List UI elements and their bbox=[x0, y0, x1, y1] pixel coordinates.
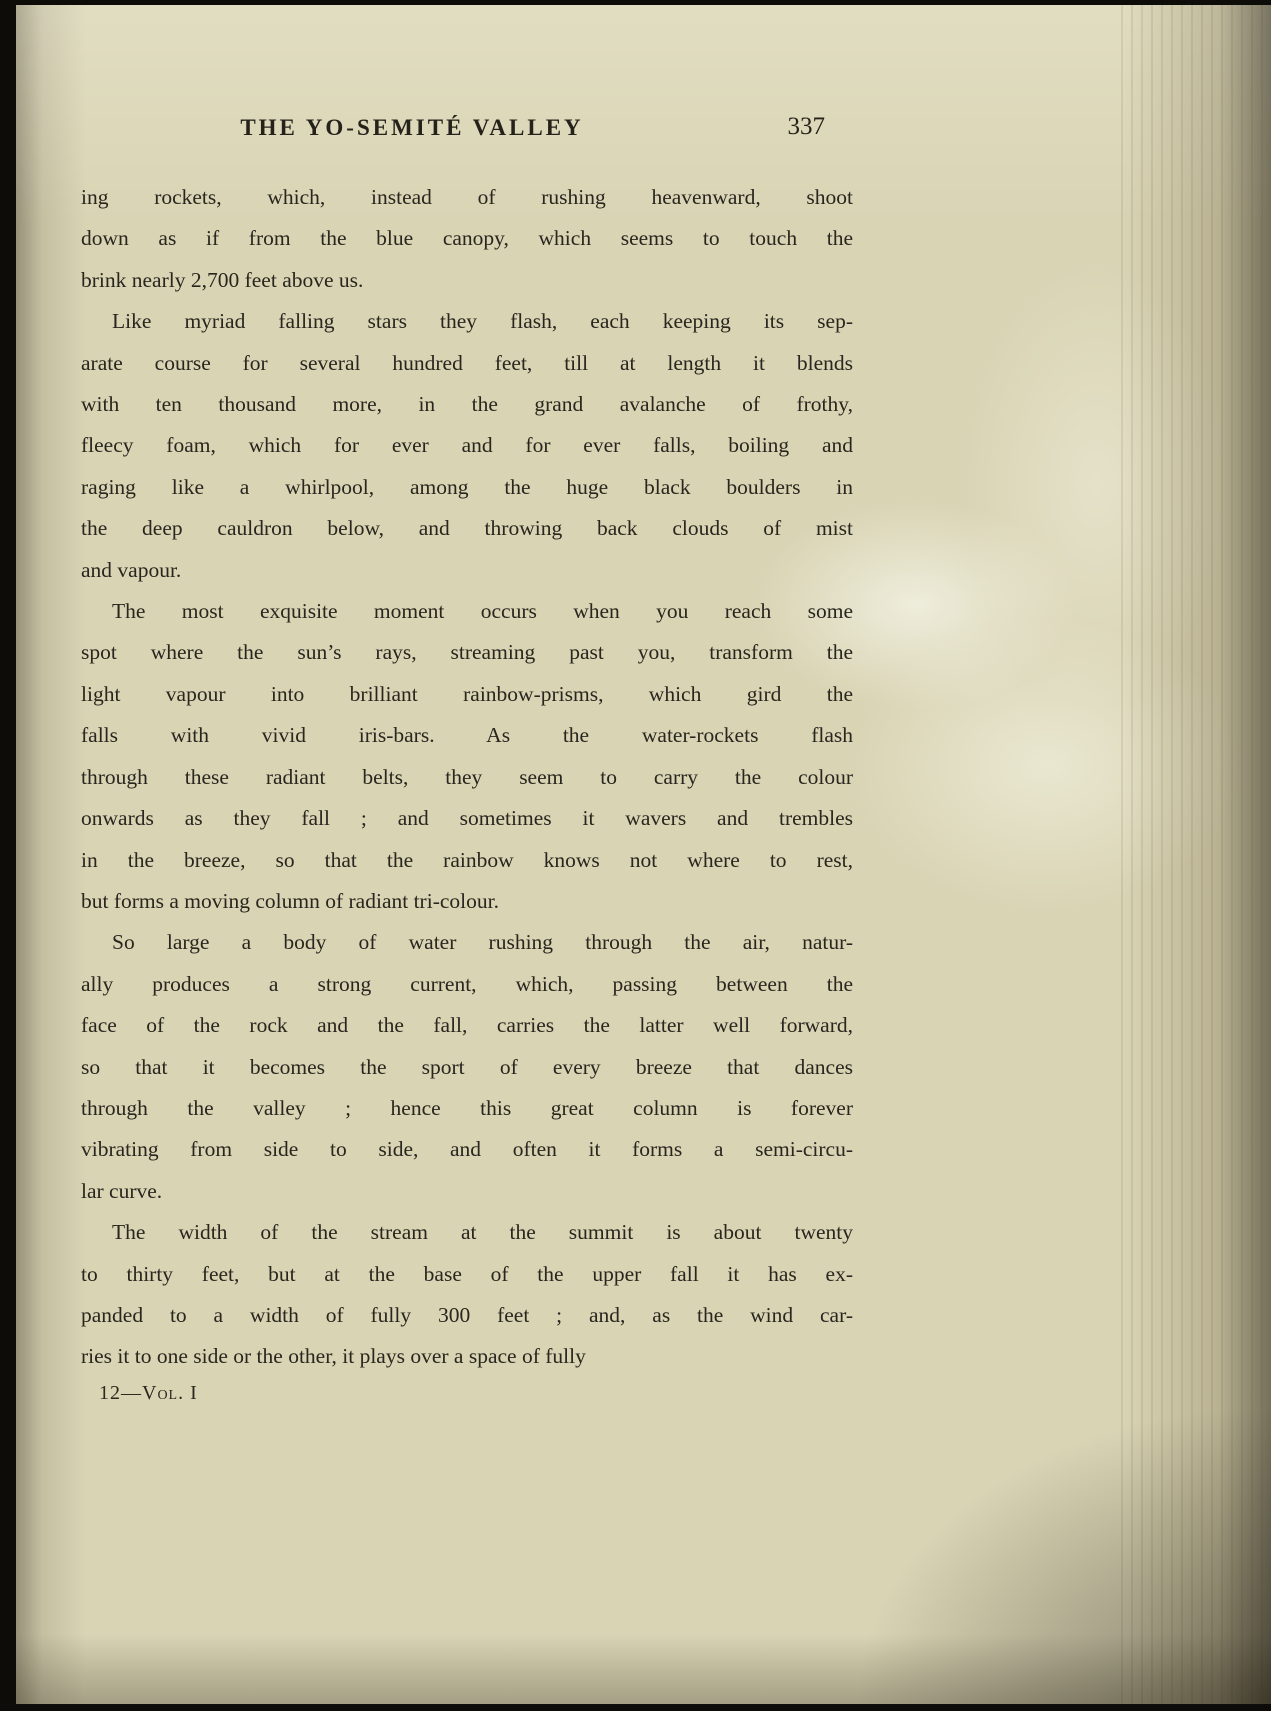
page-number: 337 bbox=[787, 113, 825, 140]
book-page bbox=[16, 5, 1271, 1704]
text-line: to thirty feet, but at the base of the upper fall it has ex- bbox=[81, 1261, 853, 1286]
text-line: the deep cauldron below, and throwing back clouds of mist bbox=[81, 516, 853, 541]
text-line: spot where the sun’s rays, streaming past you, transform the bbox=[81, 640, 853, 665]
text-line: and vapour. bbox=[81, 557, 182, 582]
text-line: fleecy foam, which for ever and for ever falls, boiling and bbox=[81, 433, 853, 458]
text-line: in the breeze, so that the rainbow knows not where to rest, bbox=[81, 847, 853, 872]
text-line: face of the rock and the fall, carries the latter well forward, bbox=[81, 1013, 853, 1038]
text-line: arate course for several hundred feet, till at length it blends bbox=[81, 350, 853, 375]
signature-mark: 12—Vol. I bbox=[99, 1381, 198, 1404]
text-line: onwards as they fall ; and sometimes it wavers and trembles bbox=[81, 806, 853, 831]
text-line: falls with vivid iris-bars. As the water-rockets flash bbox=[81, 723, 853, 748]
text-line: through these radiant belts, they seem to carry the colour bbox=[81, 764, 853, 789]
paragraph bbox=[81, 301, 853, 591]
text-line: but forms a moving column of radiant tri-colour. bbox=[81, 888, 499, 913]
text-line: vibrating from side to side, and often it forms a semi-circu- bbox=[81, 1137, 853, 1162]
running-title: THE YO-SEMITÉ VALLEY bbox=[240, 115, 584, 140]
text-line: down as if from the blue canopy, which seems to touch the bbox=[81, 226, 853, 251]
text-line: through the valley ; hence this great column is forever bbox=[81, 1095, 853, 1120]
paragraph bbox=[81, 1212, 853, 1378]
text-line: So large a body of water rushing through the air, natur- bbox=[112, 930, 853, 955]
paragraph bbox=[81, 922, 853, 1212]
text-line: panded to a width of fully 300 feet ; and, as the wind car- bbox=[81, 1302, 853, 1327]
text-line: Like myriad falling stars they flash, each keeping its sep- bbox=[112, 309, 853, 334]
page-header bbox=[81, 115, 853, 157]
text-line: light vapour into brilliant rainbow-prisms, which gird the bbox=[81, 681, 853, 706]
page-content bbox=[81, 115, 853, 1405]
text-line: ries it to one side or the other, it plays over a space of fully bbox=[81, 1344, 586, 1369]
text-block bbox=[81, 177, 853, 1378]
corner-shadow bbox=[851, 1404, 1271, 1704]
text-line: so that it becomes the sport of every breeze that dances bbox=[81, 1054, 853, 1079]
paragraph bbox=[81, 177, 853, 301]
text-line: with ten thousand more, in the grand avalanche of frothy, bbox=[81, 392, 853, 417]
text-line: brink nearly 2,700 feet above us. bbox=[81, 267, 364, 292]
paragraph bbox=[81, 591, 853, 922]
text-line: ally produces a strong current, which, passing between the bbox=[81, 971, 853, 996]
text-line: The width of the stream at the summit is about twenty bbox=[112, 1220, 853, 1245]
text-line: lar curve. bbox=[81, 1178, 163, 1203]
text-line: ing rockets, which, instead of rushing heavenward, shoot bbox=[81, 185, 853, 209]
text-line: raging like a whirlpool, among the huge black boulders in bbox=[81, 474, 853, 499]
text-line: The most exquisite moment occurs when you reach some bbox=[112, 599, 853, 624]
